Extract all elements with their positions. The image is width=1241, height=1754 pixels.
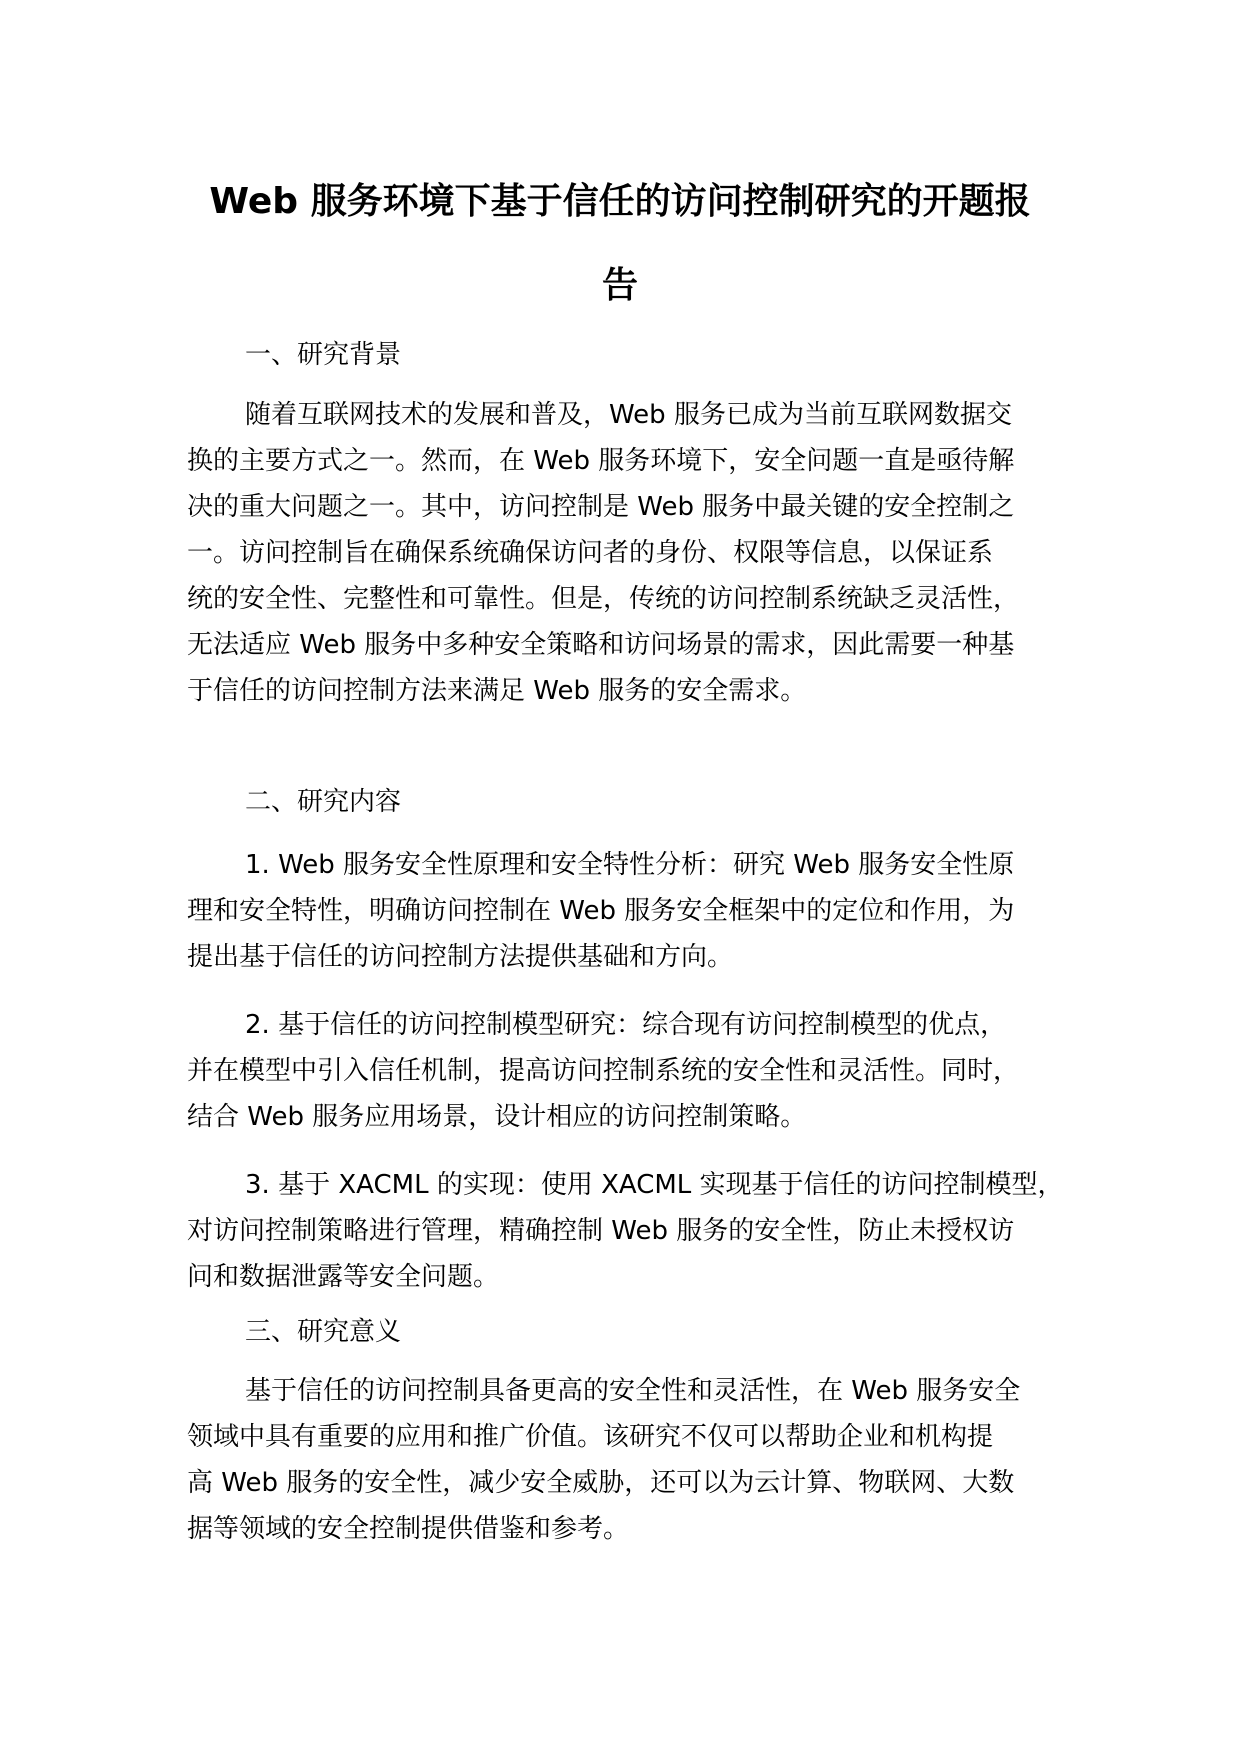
paragraph-line: 一。访问控制旨在确保系统确保访问者的身份、权限等信息，以保证系 — [187, 538, 994, 568]
paragraph-line: 无法适应 Web 服务中多种安全策略和访问场景的需求，因此需要一种基 — [187, 630, 1015, 660]
paragraph-line: 换的主要方式之一。然而，在 Web 服务环境下，安全问题一直是亟待解 — [187, 446, 1015, 476]
paragraph-line: 理和安全特性，明确访问控制在 Web 服务安全框架中的定位和作用，为 — [187, 896, 1015, 926]
paragraph-line: 据等领域的安全控制提供借鉴和参考。 — [187, 1514, 630, 1544]
paragraph-line: 于信任的访问控制方法来满足 Web 服务的安全需求。 — [187, 676, 807, 706]
paragraph-line: 统的安全性、完整性和可靠性。但是，传统的访问控制系统缺乏灵活性， — [187, 584, 1020, 614]
paragraph-background — [187, 392, 1077, 714]
paragraph-line: 随着互联网技术的发展和普及，Web 服务已成为当前互联网数据交 — [245, 400, 1012, 430]
paragraph-significance — [187, 1368, 1077, 1552]
paragraph-content-item-3 — [187, 1162, 1077, 1300]
section-heading-content: 二、研究内容 — [245, 787, 402, 817]
paragraph-line: 高 Web 服务的安全性，减少安全威胁，还可以为云计算、物联网、大数 — [187, 1468, 1015, 1498]
paragraph-line: 2. 基于信任的访问控制模型研究：综合现有访问控制模型的优点， — [245, 1010, 1007, 1040]
document-title-line-2: 告 — [601, 265, 638, 306]
section-heading-significance: 三、研究意义 — [245, 1317, 402, 1347]
paragraph-line: 对访问控制策略进行管理，精确控制 Web 服务的安全性，防止未授权访 — [187, 1216, 1015, 1246]
paragraph-content-item-1 — [187, 842, 1077, 980]
paragraph-line: 问和数据泄露等安全问题。 — [187, 1262, 500, 1292]
paragraph-line: 并在模型中引入信任机制，提高访问控制系统的安全性和灵活性。同时， — [187, 1056, 1020, 1086]
paragraph-line: 提出基于信任的访问控制方法提供基础和方向。 — [187, 942, 734, 972]
paragraph-line: 决的重大问题之一。其中，访问控制是 Web 服务中最关键的安全控制之 — [187, 492, 1015, 522]
paragraph-line: 领域中具有重要的应用和推广价值。该研究不仅可以帮助企业和机构提 — [187, 1422, 994, 1452]
document-title-line-1: Web 服务环境下基于信任的访问控制研究的开题报 — [209, 181, 1031, 222]
paragraph-content-item-2 — [187, 1002, 1077, 1140]
section-heading-background: 一、研究背景 — [245, 340, 402, 370]
paragraph-line: 1. Web 服务安全性原理和安全特性分析：研究 Web 服务安全性原 — [245, 850, 1015, 880]
paragraph-line: 结合 Web 服务应用场景，设计相应的访问控制策略。 — [187, 1102, 807, 1132]
paragraph-line: 基于信任的访问控制具备更高的安全性和灵活性，在 Web 服务安全 — [245, 1376, 1021, 1406]
paragraph-line: 3. 基于 XACML 的实现：使用 XACML 实现基于信任的访问控制模型， — [245, 1170, 1064, 1200]
